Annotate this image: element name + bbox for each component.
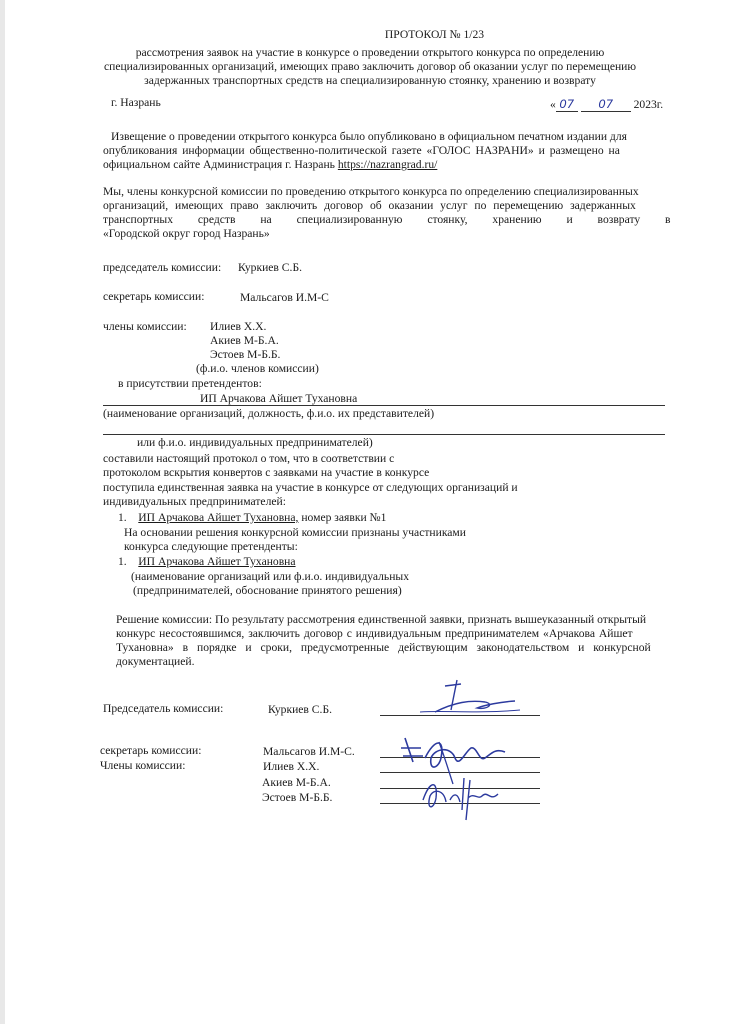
- member-2: Акиев М-Б.А.: [210, 334, 279, 347]
- resolution-line-1: Решение комиссии: По результату рассмотрения единственной заявки, признать вышеуказанный открытый: [116, 613, 647, 626]
- member-1: Илиев Х.Х.: [210, 320, 267, 333]
- intro-line-2: организаций, имеющих право заключить договор об оказании услуг по перемещению задержанных: [103, 199, 636, 212]
- body-line-1: составили настоящий протокол о том, что в соответствии с: [103, 452, 395, 465]
- list1-name: ИП Арчакова Айшет Тухановна,: [138, 511, 299, 524]
- body-line-3: поступила единственная заявка на участие в конкурсе от следующих организаций и: [103, 481, 518, 494]
- sig-members-label: Члены комиссии:: [100, 759, 186, 772]
- member-signatures-icon: [418, 770, 508, 825]
- body-line-4: индивидуальных предпринимателей:: [103, 495, 286, 508]
- sig-secretary-name: Мальсагов И.М-С.: [263, 745, 355, 758]
- decision-line-1: На основании решения конкурсной комиссии признаны участниками: [124, 526, 466, 539]
- notice-line-3: официальном сайте Администрация г. Назрань https://nazrangrad.ru/: [103, 158, 438, 171]
- notice-line-1: Извещение о проведении открытого конкурса было опубликовано в официальном печатном издании для: [111, 130, 627, 143]
- date-month: 07: [581, 97, 631, 112]
- members-label: члены комиссии:: [103, 320, 187, 333]
- list1-item: 1. ИП Арчакова Айшет Тухановна, номер заявки №1: [118, 511, 387, 524]
- date-field: « 07 07 2023г.: [550, 97, 664, 111]
- notice-line-2: опубликования информации общественно-политической газете «ГОЛОС НАЗРАНИ» и размещено на: [103, 144, 620, 157]
- sig-member-3: Эстоев М-Б.Б.: [262, 791, 333, 804]
- site-link[interactable]: https://nazrangrad.ru/: [337, 158, 438, 171]
- sig-member-1: Илиев Х.Х.: [263, 760, 320, 773]
- applicant-underline-2: [103, 434, 665, 435]
- chair-name: Куркиев С.Б.: [238, 261, 302, 274]
- presence-label: в присутствии претендентов:: [118, 377, 262, 390]
- applicant-note: (наименование организаций, должность, ф.и.о. их представителей): [103, 407, 435, 420]
- sig-member-2: Акиев М-Б.А.: [262, 776, 331, 789]
- list2-name: ИП Арчакова Айшет Тухановна: [138, 555, 296, 568]
- secretary-label: секретарь комиссии:: [103, 290, 205, 303]
- intro-line-3: транспортных средств на специализированную стоянку, хранению и возврату в: [103, 213, 671, 226]
- sig-chair-label: Председатель комиссии:: [103, 702, 224, 715]
- intro-line-1: Мы, члены конкурсной комиссии по проведению открытого конкурса по определению специализированных: [103, 185, 639, 198]
- secretary-name: Мальсагов И.М-С: [240, 291, 329, 304]
- applicant-note-2: или ф.и.о. индивидуальных предпринимателей): [137, 436, 373, 449]
- date-day: 07: [556, 97, 578, 112]
- applicant-name: ИП Арчакова Айшет Тухановна: [200, 392, 358, 405]
- document-title: ПРОТОКОЛ № 1/23: [384, 28, 485, 41]
- sig-chair-name: Куркиев С.Б.: [268, 703, 332, 716]
- members-note: (ф.и.о. членов комиссии): [196, 362, 319, 375]
- subtitle-line-2: специализированных организаций, имеющих право заключить договор об оказании услуг по перемещению: [103, 60, 637, 73]
- applicant-underline: [103, 405, 665, 406]
- member-3: Эстоев М-Б.Б.: [210, 348, 281, 361]
- resolution-line-2: конкурс несостоявшимся, заключить договор с индивидуальным предпринимателем «Арчакова Айшет: [116, 627, 633, 640]
- list2-item: 1. ИП Арчакова Айшет Тухановна: [118, 555, 296, 568]
- body-line-2: протоколом вскрытия конвертов с заявками на участие в конкурсе: [103, 466, 430, 479]
- chair-signature-icon: [415, 672, 525, 722]
- subtitle-line-3: задержанных транспортных средств на специализированную стоянку, хранению и возврату: [144, 74, 596, 87]
- list2-note-2: (предпринимателей, обоснование принятого решения): [133, 584, 402, 597]
- decision-line-2: конкурса следующие претенденты:: [124, 540, 298, 553]
- scan-edge: [0, 0, 5, 1024]
- list2-note-1: (наименование организаций или ф.и.о. индивидуальных: [131, 570, 410, 583]
- city: г. Назрань: [111, 96, 161, 109]
- chair-label: председатель комиссии:: [103, 261, 222, 274]
- intro-line-4: «Городской округ город Назрань»: [103, 227, 270, 240]
- sig-secretary-label: секретарь комиссии:: [100, 744, 202, 757]
- resolution-line-4: документацией.: [116, 655, 195, 668]
- resolution-line-3: Тухановна» в порядке и сроки, предусмотренные действующим законодательством и конкурсной: [116, 641, 651, 654]
- subtitle-line-1: рассмотрения заявок на участие в конкурсе о проведении открытого конкурса по определению: [135, 46, 605, 59]
